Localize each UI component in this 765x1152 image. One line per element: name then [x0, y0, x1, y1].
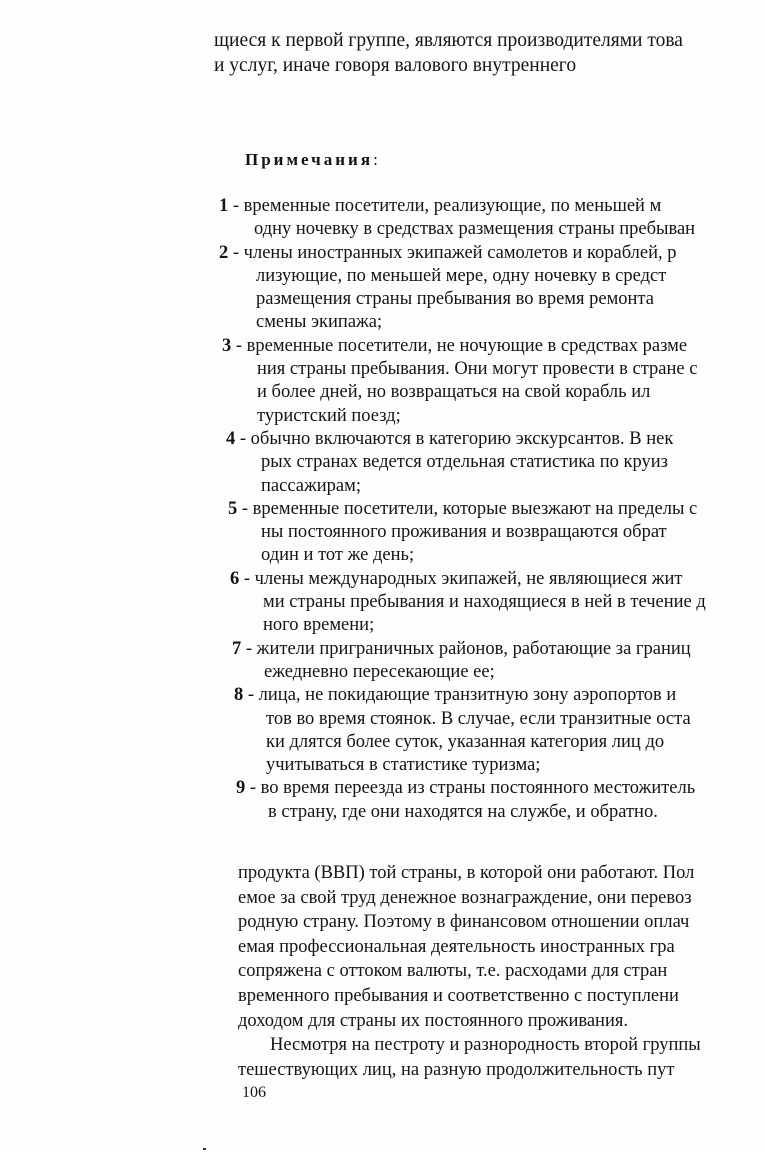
note-line: и более дней, но возвращаться на свой корабль ил: [257, 382, 651, 403]
note-line: 1 - временные посетители, реализующие, по меньшей м: [219, 196, 662, 216]
note-number: 2: [219, 242, 229, 263]
notes-heading-text: Примечания: [245, 150, 374, 169]
text-line: доходом для страны их постоянного проживания.: [238, 1010, 628, 1031]
note-line: ежедневно пересекающие ее;: [264, 661, 495, 682]
note-line: одну ночевку в средствах размещения страны пребыван: [254, 219, 696, 240]
note-number: 3: [222, 335, 232, 356]
note-text: члены иностранных экипажей самолетов и кораблей, р: [243, 242, 677, 263]
note-item: [0, 777, 765, 824]
note-line: смены экипажа;: [256, 312, 383, 333]
note-number: 6: [230, 568, 240, 589]
note-text: временные посетители, которые выезжают на пределы с: [252, 498, 698, 519]
note-line: 3 - временные посетители, не ночующие в средствах разме: [222, 335, 688, 356]
note-number: 7: [232, 638, 242, 659]
note-item: [0, 568, 765, 638]
text-line: родную страну. Поэтому в финансовом отношении оплач: [238, 912, 690, 933]
note-text: жители приграничных районов, работающие за границ: [256, 638, 691, 659]
text-line: сопряжена с оттоком валюты, т.е. расходами для стран: [238, 961, 668, 982]
note-item: [0, 428, 765, 498]
note-line: ны постоянного проживания и возвращаются обрат: [261, 522, 667, 543]
note-text: временные посетители, не ночующие в средствах разме: [246, 335, 688, 356]
note-line: туристский поезд;: [257, 405, 401, 426]
bottom-paragraph: [238, 861, 701, 1082]
text-line: тешествующих лиц, на разную продолжительность пут: [238, 1059, 675, 1080]
note-line: ки длятся более суток, указанная категория лиц до: [266, 731, 665, 752]
note-item: [0, 498, 765, 568]
notes-heading: [245, 150, 381, 170]
note-item: [0, 242, 765, 335]
text-line: емое за свой труд денежное вознаграждение, они перевоз: [238, 887, 692, 908]
note-line: ми страны пребывания и находящиеся в ней в течение д: [263, 592, 706, 613]
page-number: 106: [242, 1084, 266, 1101]
note-line: лизующие, по меньшей мере, одну ночевку в средст: [256, 265, 667, 286]
note-line: 6 - члены международных экипажей, не являющиеся жит: [230, 568, 683, 589]
note-line: 9 - во время переезда из страны постоянного местожитель: [236, 778, 696, 799]
note-line: пассажирам;: [261, 475, 361, 496]
note-line: рых странах ведется отдельная статистика по круиз: [261, 452, 668, 473]
top-paragraph: [214, 28, 683, 78]
note-line: 5 - временные посетители, которые выезжают на пределы с: [228, 498, 698, 519]
note-number: 8: [234, 685, 244, 706]
text-line: и услуг, иначе говоря валового внутреннего: [214, 55, 577, 76]
note-line: 2 - члены иностранных экипажей самолетов и кораблей, р: [219, 242, 677, 263]
note-text: члены международных экипажей, не являющиеся жит: [254, 568, 683, 589]
note-text: во время переезда из страны постоянного местожитель: [260, 778, 696, 799]
text-line: щиеся к первой группе, являются производителями това: [214, 30, 683, 51]
note-item: [0, 335, 765, 428]
note-line: тов во время стоянок. В случае, если транзитные оста: [266, 708, 691, 729]
note-line: ного времени;: [263, 615, 375, 636]
note-text: лица, не покидающие транзитную зону аэропортов и: [258, 685, 677, 706]
note-text: обычно включаются в категорию экскурсантов. В нек: [250, 428, 674, 449]
notes-list: [0, 195, 765, 824]
note-line: 4 - обычно включаются в категорию экскурсантов. В нек: [226, 428, 674, 449]
note-number: 5: [228, 498, 238, 519]
note-line: ния страны пребывания. Они могут провести в стране с: [257, 359, 698, 380]
note-item: [0, 684, 765, 777]
note-line: учитываться в статистике туризма;: [266, 755, 541, 776]
text-line: емая профессиональная деятельность иностранных гра: [238, 936, 675, 957]
note-number: 4: [226, 428, 236, 449]
note-line: один и тот же день;: [261, 545, 415, 566]
text-line: Несмотря на пестроту и разнородность второй группы: [270, 1035, 701, 1056]
note-line: 7 - жители приграничных районов, работающие за границ: [232, 638, 691, 659]
note-line: в страну, где они находятся на службе, и обратно.: [268, 801, 658, 822]
notes-heading-colon: :: [373, 150, 381, 169]
note-number: 9: [236, 778, 246, 799]
note-item: [0, 195, 765, 242]
note-line: размещения страны пребывания во время ремонта: [256, 289, 654, 310]
text-line: временного пребывания и соответственно с поступлени: [238, 985, 679, 1006]
note-number: 1: [219, 196, 229, 216]
text-line: продукта (ВВП) той страны, в которой они работают. Пол: [238, 863, 695, 883]
scan-speck: [203, 1148, 206, 1150]
note-text: временные посетители, реализующие, по меньшей м: [243, 196, 662, 216]
note-item: [0, 638, 765, 685]
note-line: 8 - лица, не покидающие транзитную зону аэропортов и: [234, 685, 677, 706]
